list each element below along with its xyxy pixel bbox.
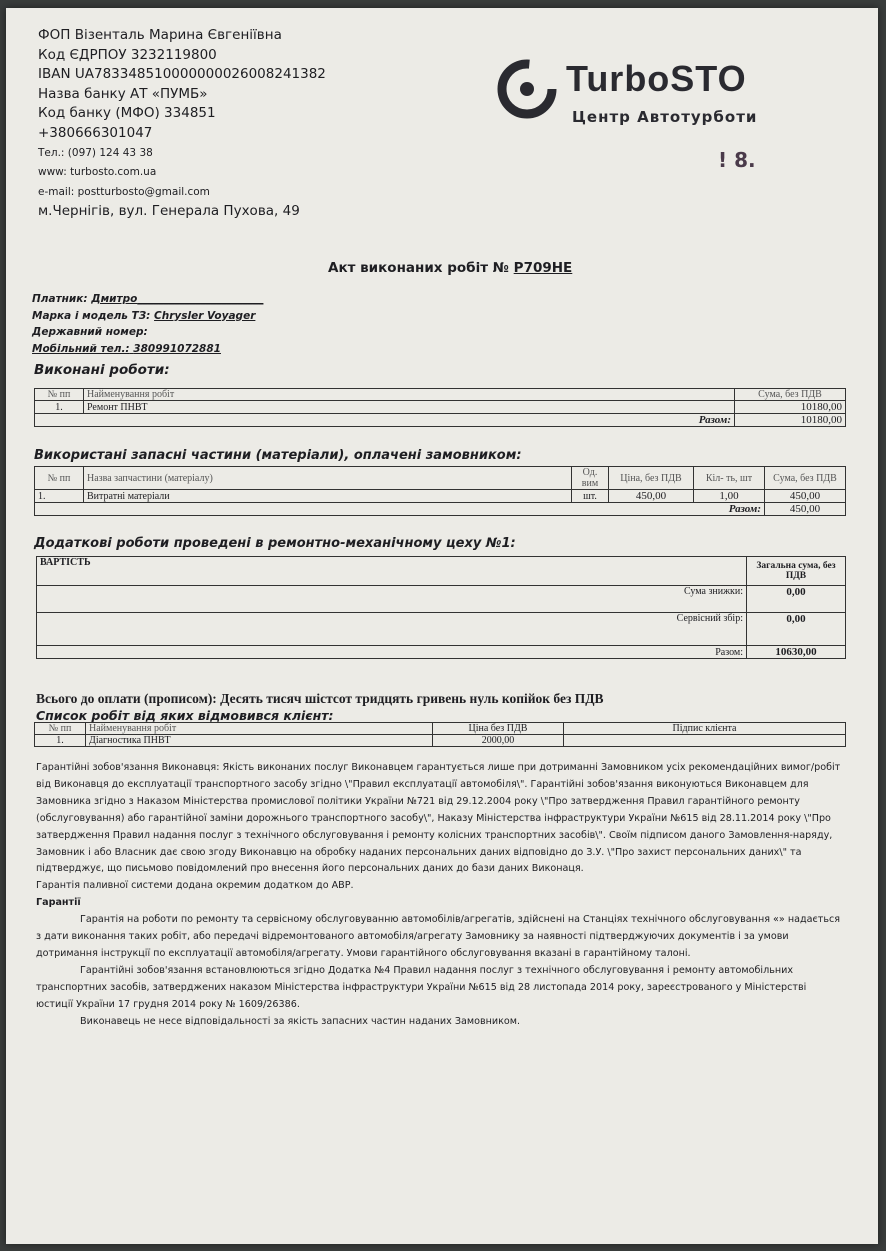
grand-total: 10630,00 [747, 646, 846, 659]
works-heading: Виконані роботи: [34, 362, 170, 378]
discount-value: 0,00 [747, 586, 846, 613]
guarantee-terms [36, 760, 846, 1031]
company-email: e-mail: postturbosto@gmail.com [38, 185, 210, 198]
car-value: Chrysler Voyager [154, 309, 256, 322]
logo-tagline: Центр Автотурботи [572, 108, 758, 126]
company-phone-2: Тел.: (097) 124 43 38 [38, 146, 153, 159]
rejected-table [34, 722, 846, 747]
discount-row: Сума знижки: 0,00 [37, 586, 846, 613]
guarantee-paragraph: Гарантійні зобов'язання встановлюються згідно Додатка №4 Правил надання послуг з технічного обслуговування і ремонту автомобільних транспортних засобів, затверджених наказом Міністерства інфраструктури України №615 від 28 листопада 2014 року, зареєстрованого у Міністерстві юстиції України 17 грудня 2014 року № 1609/26386. [36, 964, 807, 1010]
mobile-row: Мобільний тел.: 380991072881 [32, 342, 221, 355]
additional-table [36, 556, 846, 659]
company-requisites [38, 26, 326, 222]
turbo-ring-icon [494, 56, 560, 122]
table-row: 1. Витратні матеріали шт. 450,00 1,00 450,00 [35, 490, 846, 503]
service-row: Сервісний збір: 0,00 [37, 613, 846, 646]
table-row: 1. Ремонт ПНВТ 10180,00 [35, 401, 846, 414]
plate-row: Державний номер: [32, 326, 148, 339]
table-header: № пп Найменування робіт Ціна без ПДВ Підпис клієнта [35, 723, 846, 735]
company-bank: Назва банку АТ «ПУМБ» [38, 85, 208, 102]
guarantee-disclaimer: Виконавець не несе відповідальності за якість запасних частин наданих Замовником. [80, 1015, 521, 1027]
total-row: Разом: 450,00 [35, 503, 846, 516]
handwritten-mark: ! 8. [718, 148, 756, 172]
parts-total: 450,00 [765, 503, 846, 516]
total-row: Разом: 10630,00 [37, 646, 846, 659]
additional-heading: Додаткові роботи проведені в ремонтно-механічному цеху №1: [34, 536, 516, 551]
document-number: P709HE [513, 260, 573, 276]
company-mfo: Код банку (МФО) 334851 [38, 105, 216, 122]
table-header: № пп Назва запчастини (матеріалу) Од. вим Ціна, без ПДВ Кіл- ть, шт Сума, без ПДВ [35, 467, 846, 490]
total-row: Разом: 10180,00 [35, 414, 846, 427]
table-row: 1. Діагностика ПНВТ 2000,00 [35, 735, 846, 747]
customer-info [32, 291, 263, 357]
service-value: 0,00 [747, 613, 846, 646]
guarantee-paragraph: Гарантія на роботи по ремонту та сервісному обслуговуванню автомобілів/агрегатів, здійснені на Станціях технічного обслуговування «» надається з дати виконання таких робіт, або передачі відремонтованого автомобіля/агрегату Замовнику за наявності підтверджуючих документів і за умови дотримання інструкції по експлуатації автомобіля/агрегату. Умови гарантійного обслуговування вказані в гарантійному талоні. [36, 914, 841, 959]
guarantee-fuel-note: Гарантія паливної системи додана окремим додатком до АВР. [36, 880, 354, 892]
company-edrpou: Код ЄДРПОУ 3232119800 [38, 46, 217, 63]
mobile-value: 380991072881 [133, 342, 221, 355]
logo-name: TurboSTO [566, 58, 747, 99]
parts-table [34, 466, 846, 516]
rejected-heading: Список робіт від яких відмовився клієнт: [36, 708, 334, 723]
company-phone: +380666301047 [38, 124, 153, 141]
document-title: Акт виконаних робіт № P709HE [328, 260, 573, 276]
guarantee-heading: Гарантії [36, 897, 81, 909]
company-iban: IBAN UA783348510000000026008241382 [38, 66, 326, 83]
turbosto-logo [494, 56, 794, 136]
total-in-words: Всього до оплати (прописом): Десять тисяч шістсот тридцять гривень нуль копійок без ПДВ [36, 691, 604, 706]
client-signature-cell [564, 735, 846, 747]
company-website: www: turbosto.com.ua [38, 166, 157, 179]
payer-row: Платник: Дмитро________________________ [32, 293, 264, 305]
company-address: м.Чернігів, вул. Генерала Пухова, 49 [38, 203, 300, 220]
act-document [6, 8, 878, 1244]
works-total: 10180,00 [735, 414, 846, 427]
car-row: Марка і модель ТЗ: Chrysler Voyager [32, 309, 256, 322]
payer-value: Дмитро [91, 293, 138, 305]
company-name: ФОП Візенталь Марина Євгеніївна [38, 27, 282, 43]
table-header: № пп Найменування робіт Сума, без ПДВ [35, 389, 846, 401]
table-header: ВАРТІСТЬ Загальна сума, без ПДВ [37, 557, 846, 586]
parts-heading: Використані запасні частини (матеріали), оплачені замовником: [34, 448, 522, 463]
works-table [34, 388, 846, 427]
guarantee-paragraph: Гарантійні зобов'язання Виконавця: Якість виконаних послуг Виконавцем гарантується лише при дотриманні Замовником усіх рекомендаційних вимог/робіт від Виконавця до експлуатації транспортного засобу згідно \"Правил експлуатації автомобіля\". Гарантійні зобов'язання виконуються Виконавцем для Замовника згідно з Наказом Міністерства промислової політики України №721 від 29.12.2004 року \"Про затвердження Правил гарантійного ремонту (обслуговування) або гарантійної заміни дорожнього транспортного засобу\", Наказу Міністерства інфраструктури України №615 від 28.11.2014 року \"Про затвердження Правил надання послуг з технічного обслуговування і ремонту колісних транспортних засобів\". Своїм підписом даного Замовлення-наряду, Замовник і або Власник дає свою згоду Виконавцю на обробку наданих персональних даних відповідно до З.У. \"Про захист персональних даних\" та підтверджує, що письмово повідомлений про внесення його персональних даних до бази даних Виконаця. [36, 762, 841, 875]
